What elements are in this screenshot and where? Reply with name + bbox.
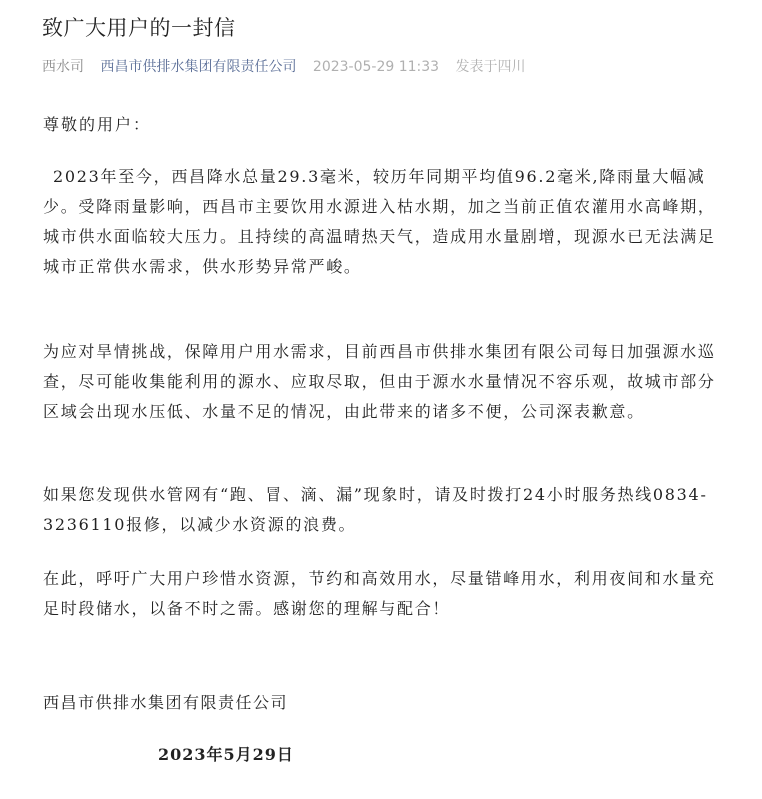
letter-greeting: 尊敬的用户： <box>43 115 152 134</box>
letter-paragraph: 如果您发现供水管网有“跑、冒、滴、漏”现象时，请及时拨打24小时服务热线0834-3236110报修，以减少水资源的浪费。 <box>43 485 708 534</box>
article-author: 西水司 <box>42 59 84 75</box>
letter-paragraph: 2023年至今，西昌降水总量29.3毫米，较历年同期平均值96.2毫米,降雨量大幅减少。受降雨量影响，西昌市主要饮用水源进入枯水期，加之当前正值农灌用水高峰期，城市供水面临较大压力。且持续的高温晴热天气，造成用水量剧增，现源水已无法满足城市正常供水需求，供水形势异常严峻。 <box>43 167 716 276</box>
article-title: 致广大用户的一封信 <box>42 16 236 40</box>
letter-signature: 西昌市供排水集团有限责任公司 <box>43 693 289 712</box>
publish-location: 发表于四川 <box>455 59 526 75</box>
letter-paragraph: 为应对旱情挑战，保障用户用水需求，目前西昌市供排水集团有限公司每日加强源水巡查，尽可能收集能利用的源水、应取尽取，但由于源水水量情况不容乐观，故城市部分区域会出现水压低、水量不足的情况，由此带来的诸多不便，公司深表歉意。 <box>43 342 716 421</box>
account-name-link[interactable]: 西昌市供排水集团有限责任公司 <box>100 59 297 75</box>
article-meta <box>42 56 526 76</box>
publish-time: 2023-05-29 11:33 <box>312 59 440 75</box>
letter-date: 2023年5月29日 <box>158 745 294 764</box>
letter-paragraph: 在此，呼吁广大用户珍惜水资源，节约和高效用水，尽量错峰用水，利用夜间和水量充足时段储水，以备不时之需。感谢您的理解与配合！ <box>43 569 716 618</box>
